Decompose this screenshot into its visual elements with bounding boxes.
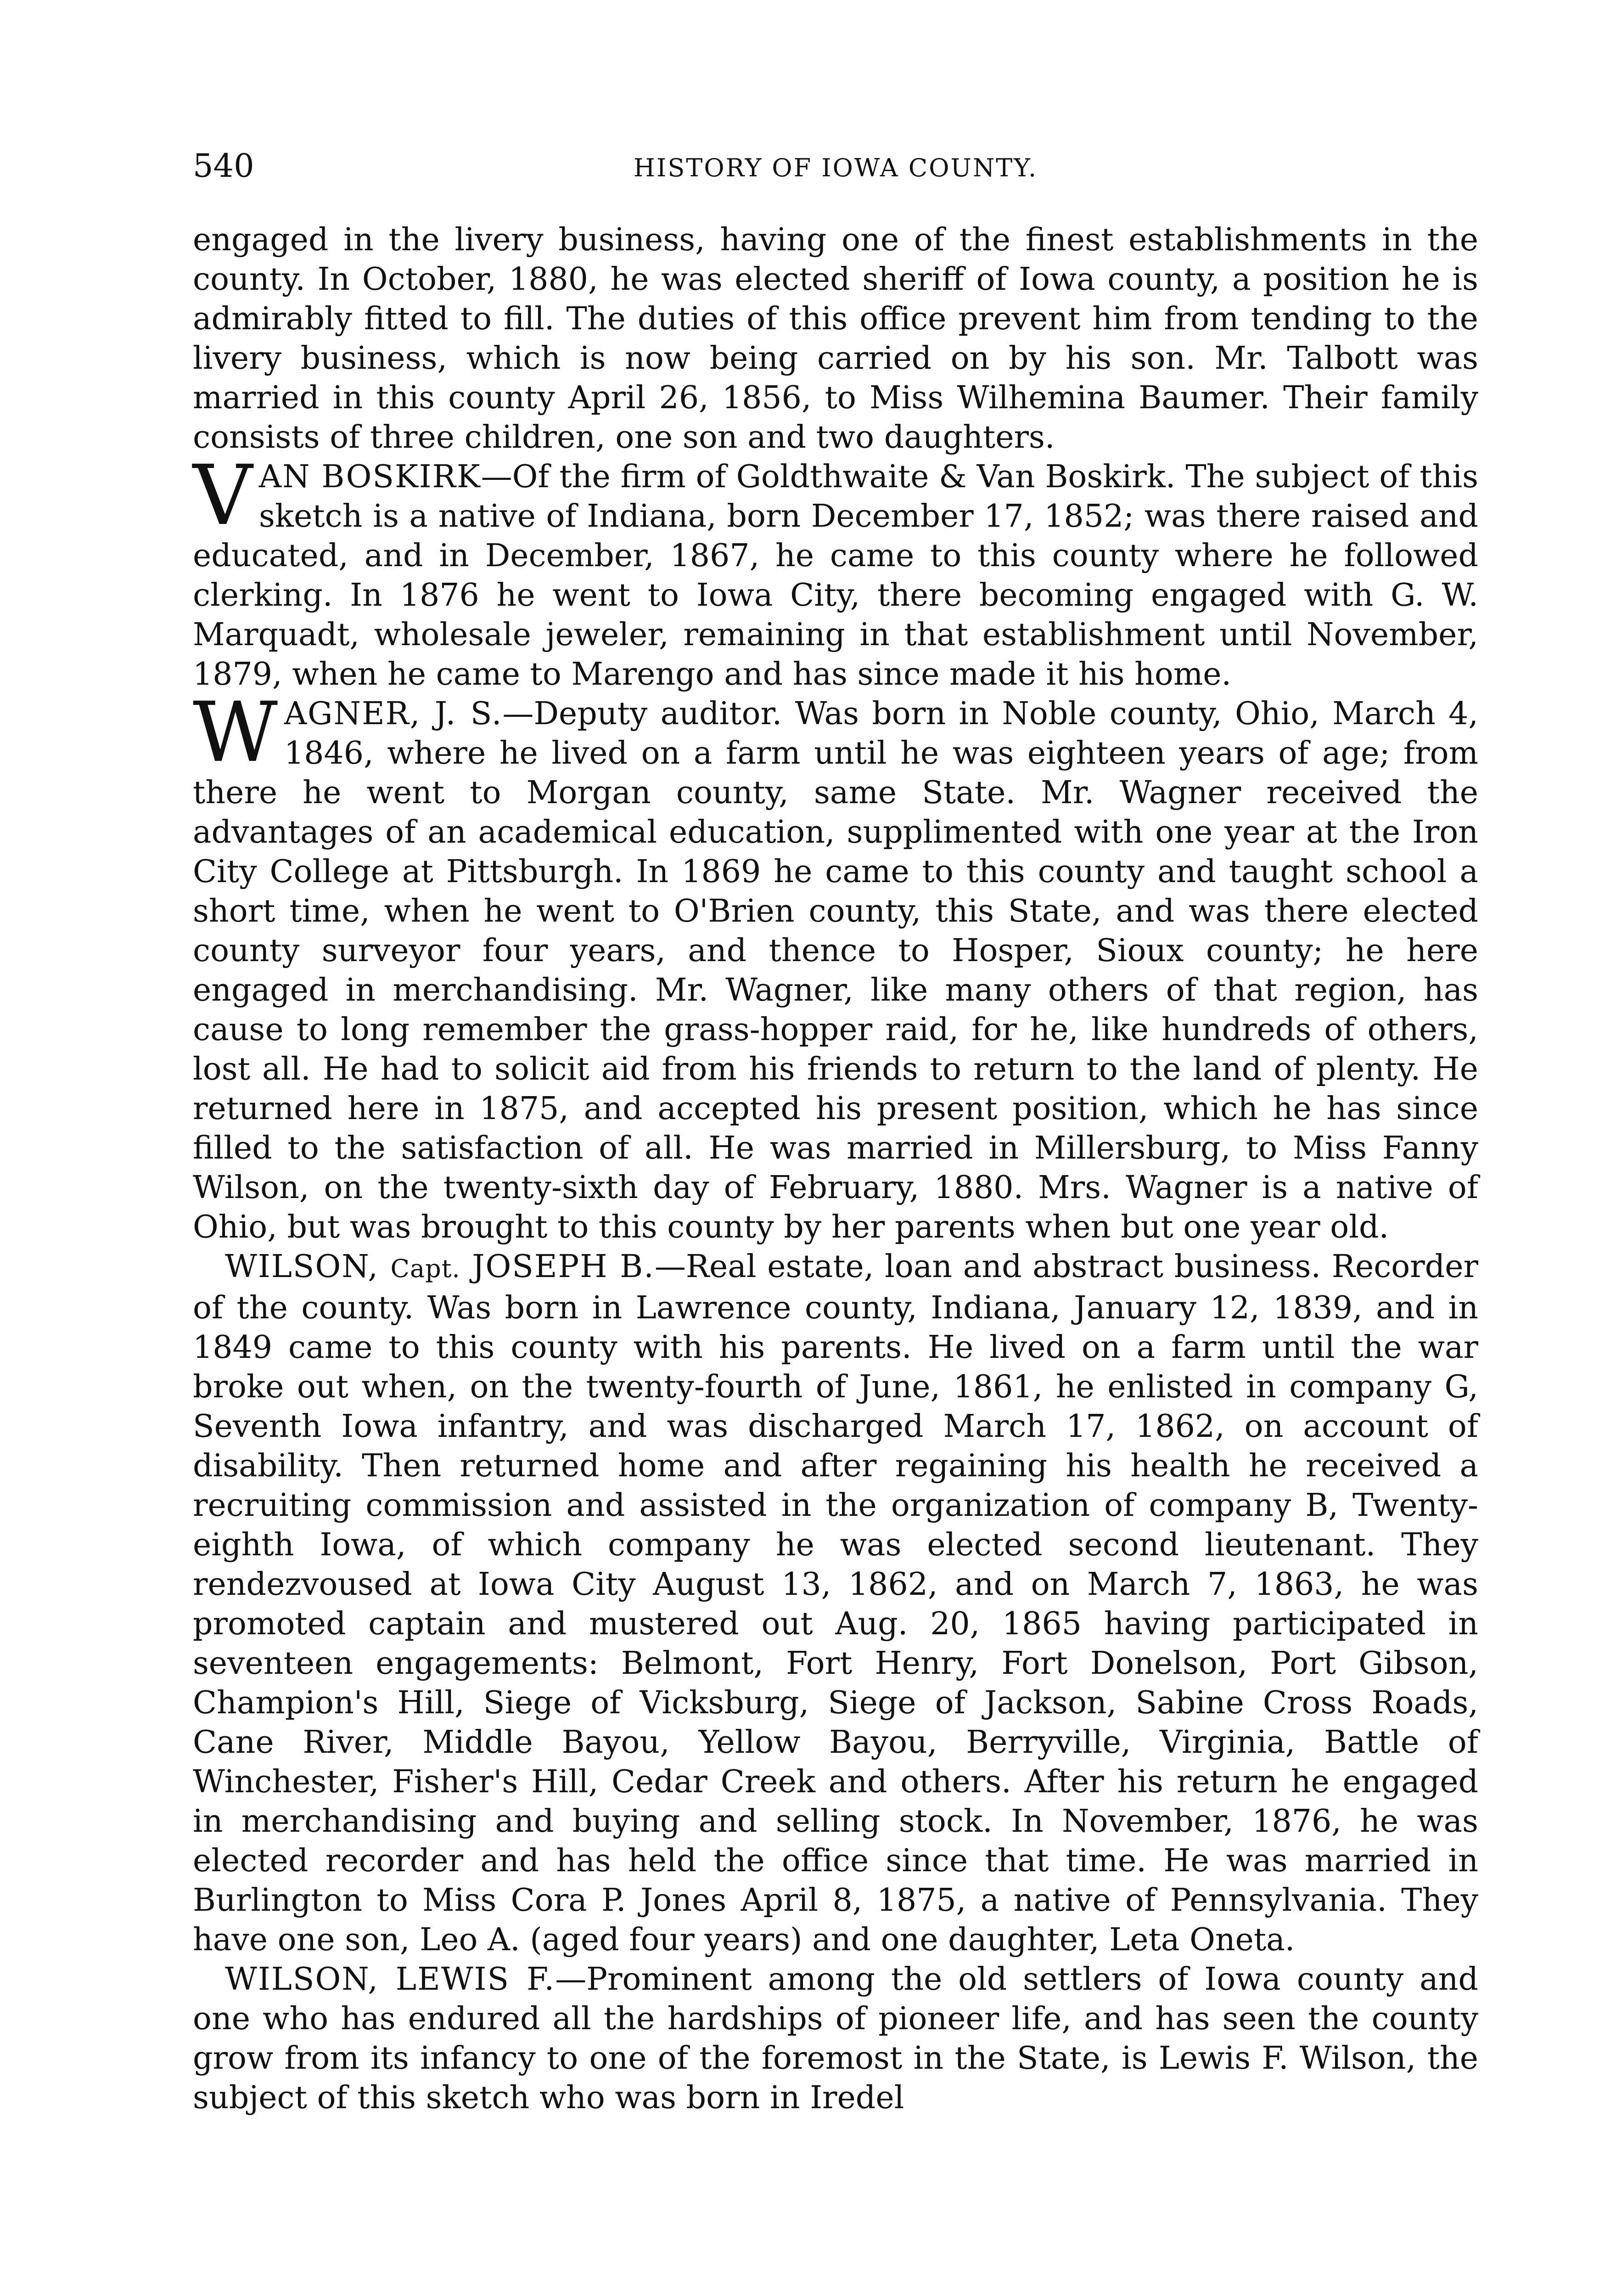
entry-wilson-joseph — [193, 1247, 1478, 1960]
entry-text: —Of the firm of Goldthwaite & Van Boskirk. The subject of this sketch is a native of Indiana, born December 17, 1852; was there raised and educated, and in December, 1867, he came to this county where he followed clerking. In 1876 he went to Iowa City, there becoming engaged with G. W. Marquadt, wholesale jeweler, remaining in that establishment until November, 1879, when he came to Marengo and has since made it his home. — [193, 459, 1478, 692]
drop-cap: V — [193, 448, 252, 544]
entry-name: AN BOSKIRK — [259, 459, 481, 495]
entry-name: WILSON, — [225, 1249, 391, 1285]
page-header — [193, 147, 1478, 207]
entry-text: —Prominent among the old settlers of Iowa county and one who has endured all the hardships of pioneer life, and has seen the county grow from its infancy to one of the foremost in the State, is Lewis F. Wilson, the subject of this sketch who was born in Iredel — [193, 1961, 1479, 2116]
entry-wilson-lewis — [193, 1960, 1478, 2118]
entry-text: —Real estate, loan and abstract business. Recorder of the county. Was born in Lawrence county, Indiana, January 12, 1839, and in 1849 came to this county with his parents. He lived on a farm until the war broke out when, on the twenty-fourth of June, 1861, he enlisted in company G, Seventh Iowa infantry, and was discharged March 17, 1862, on account of disability. Then returned home and after regaining his health he received a recruiting commission and assisted in the organization of company B, Twenty-eighth Iowa, of which company he was elected second lieutenant. They rendezvoused at Iowa City August 13, 1862, and on March 7, 1863, he was promoted captain and mustered out Aug. 20, 1865 having participated in seventeen engagements: Belmont, Fort Henry, Fort Donelson, Port Gibson, Champion's Hill, Siege of Vicksburg, Siege of Jackson, Sabine Cross Roads, Cane River, Middle Bayou, Yellow Bayou, Berryville, Virginia, Battle of Winchester, Fisher's Hill, Cedar Creek and others. After his return he engaged in merchandising and buying and selling stock. In November, 1876, he was elected recorder and has held the office since that time. He was married in Burlington to Miss Cora P. Jones April 8, 1875, a native of Pennsylvania. They have one son, Leo A. (aged four years) and one daughter, Leta Oneta. — [193, 1249, 1479, 1958]
entry-text: —Deputy auditor. Was born in Noble county, Ohio, March 4, 1846, where he lived on a farm until he was eighteen years of age; from there he went to Morgan county, same State. Mr. Wagner received the advantages of an academical education, supplimented with one year at the Iron City College at Pittsburgh. In 1869 he came to this county and taught school a short time, when he went to O'Brien county, this State, and was there elected county surveyor four years, and thence to Hosper, Sioux county; he here engaged in merchandising. Mr. Wagner, like many others of that region, has cause to long remember the grass-hopper raid, for he, like hundreds of others, lost all. He had to solicit aid from his friends to return to the land of plenty. He returned here in 1875, and accepted his present position, which he has since filled to the satisfaction of all. He was married in Millersburg, to Miss Fanny Wilson, on the twenty-sixth day of February, 1880. Mrs. Wagner is a native of Ohio, but was brought to this county by her parents when but one year old. — [193, 696, 1479, 1245]
drop-cap: W — [193, 685, 278, 781]
entry-title: Capt. — [390, 1254, 460, 1283]
page-number: 540 — [193, 147, 254, 185]
entry-van-boskirk — [193, 448, 1478, 694]
entry-wagner — [193, 685, 1479, 1247]
entry-name-rest: JOSEPH B. — [460, 1249, 655, 1285]
entry-name: WILSON, LEWIS F. — [225, 1961, 556, 1998]
entry-name: AGNER, J. S. — [284, 696, 503, 732]
paragraph-text: engaged in the livery business, having one of the finest establishments in the county. In October, 1880, he was elected sheriff of Iowa county, a position he is admirably fitted to fill. The duties of this office prevent him from tending to the livery business, which is now being carried on by his son. Mr. Talbott was married in this county April 26, 1856, to Miss Wilhemina Baumer. Their family consists of three children, one son and two daughters. — [193, 222, 1478, 456]
running-head: HISTORY OF IOWA COUNTY. — [633, 153, 1038, 182]
book-page — [193, 147, 1478, 2118]
body-text — [193, 220, 1478, 2118]
paragraph-talbott-continued — [193, 220, 1478, 457]
